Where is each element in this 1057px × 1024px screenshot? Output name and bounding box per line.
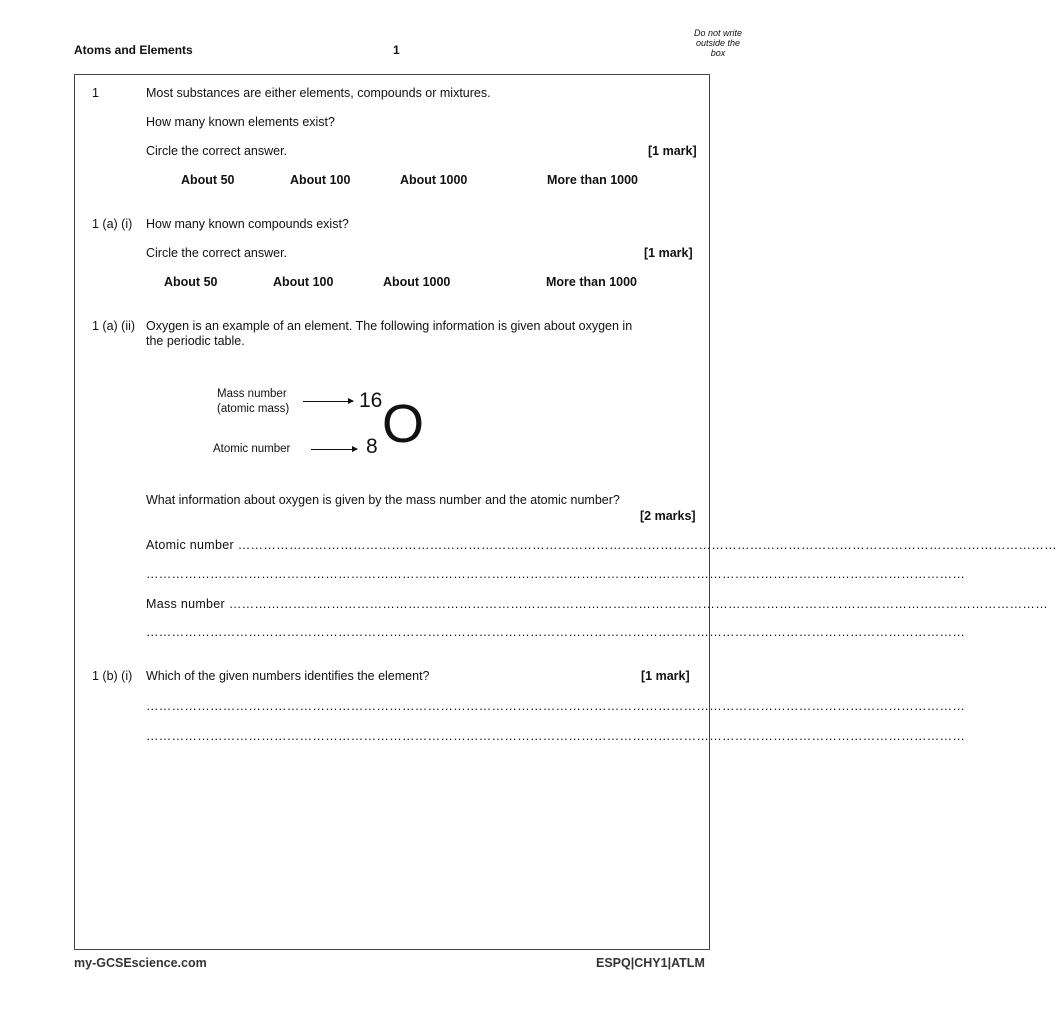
mass-number-label: Mass number	[217, 388, 287, 400]
q1aii-text-line1: Oxygen is an example of an element. The following information is given about oxygen in	[146, 319, 633, 333]
atomic-number-arrow	[311, 449, 357, 450]
q1aii-text-line2: the periodic table.	[146, 334, 245, 348]
mass-number-value: 16	[359, 389, 383, 412]
q1-option[interactable]: About 100	[290, 173, 351, 187]
q1aii-question: What information about oxygen is given by the mass number and the atomic number?	[146, 493, 620, 507]
q1-option[interactable]: More than 1000	[547, 173, 639, 187]
atomic-number-answer-line[interactable]	[146, 538, 1057, 552]
q1bi-marks: [1 mark]	[641, 669, 690, 683]
answer-dots: …………………………………………………………………………………………………………………………………………………………………………	[237, 538, 1057, 552]
mass-number-prompt: Mass number	[146, 597, 226, 611]
answer-line[interactable]: …………………………………………………………………………………………………………………………………………………………………………	[146, 729, 966, 743]
page-number: 1	[393, 43, 400, 57]
q1bi-number: 1 (b) (i)	[92, 669, 133, 683]
atomic-number-label: Atomic number	[213, 443, 291, 455]
q1-option[interactable]: About 50	[181, 173, 235, 187]
q1ai-marks: [1 mark]	[644, 246, 693, 260]
q1-instruction: Circle the correct answer.	[146, 144, 288, 158]
margin-note: Do not write outside the box	[693, 28, 743, 58]
q1-intro: Most substances are either elements, compounds or mixtures.	[146, 86, 491, 100]
q1ai-option[interactable]: About 50	[164, 275, 218, 289]
q1aii-number: 1 (a) (ii)	[92, 319, 136, 333]
footer-website: my-GCSEscience.com	[74, 956, 207, 970]
element-symbol: O	[382, 394, 425, 454]
q1-question: How many known elements exist?	[146, 115, 335, 129]
q1ai-number: 1 (a) (i)	[92, 217, 133, 231]
q1aii-marks: [2 marks]	[640, 509, 696, 523]
answer-box	[74, 74, 966, 950]
mass-number-answer-line[interactable]	[146, 597, 1049, 611]
atomic-mass-label: (atomic mass)	[217, 403, 290, 415]
q1bi-question: Which of the given numbers identifies the element?	[146, 669, 430, 683]
q1ai-option[interactable]: About 1000	[383, 275, 451, 289]
footer-code: ESPQ|CHY1|ATLM	[596, 956, 705, 970]
q1-number: 1	[92, 86, 99, 100]
document-title: Atoms and Elements	[74, 43, 193, 57]
answer-line[interactable]: …………………………………………………………………………………………………………………………………………………………………………	[146, 567, 966, 581]
q1ai-question: How many known compounds exist?	[146, 217, 349, 231]
mass-number-arrow	[303, 401, 353, 402]
q1ai-instruction: Circle the correct answer.	[146, 246, 288, 260]
atomic-number-value: 8	[366, 435, 378, 458]
q1-marks: [1 mark]	[648, 144, 697, 158]
q1ai-option[interactable]: About 100	[273, 275, 334, 289]
answer-dots: …………………………………………………………………………………………………………………………………………………………………………	[228, 597, 1049, 611]
q1ai-option[interactable]: More than 1000	[546, 275, 638, 289]
answer-line[interactable]: …………………………………………………………………………………………………………………………………………………………………………	[146, 699, 966, 713]
atomic-number-prompt: Atomic number	[146, 538, 234, 552]
answer-line[interactable]: …………………………………………………………………………………………………………………………………………………………………………	[146, 625, 966, 639]
q1-option[interactable]: About 1000	[400, 173, 468, 187]
